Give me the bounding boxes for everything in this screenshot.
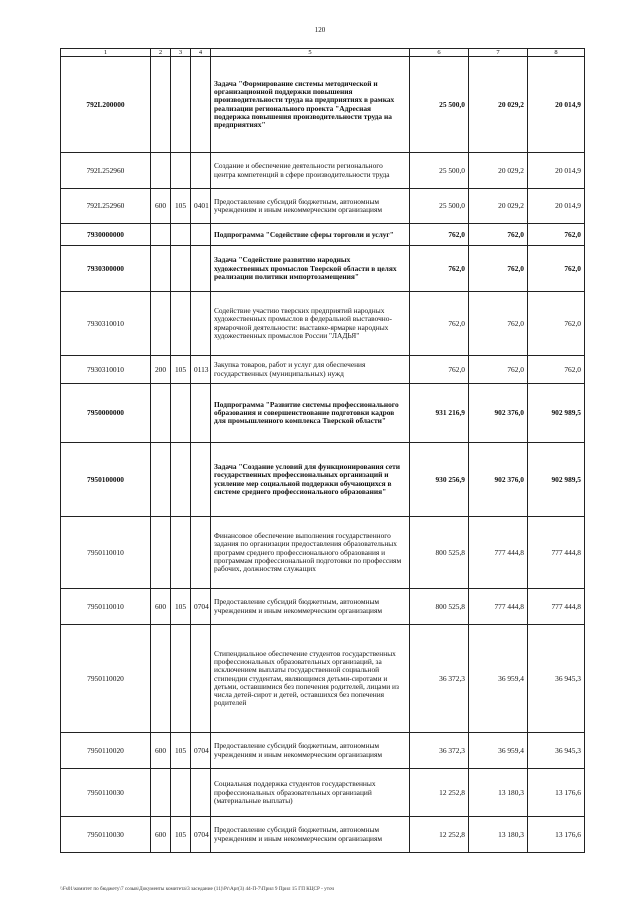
row-value-col8: 762,0 — [528, 292, 585, 356]
row-admin-cell — [171, 57, 191, 153]
row-section-cell: 0704 — [191, 733, 211, 769]
row-type-cell — [151, 769, 171, 817]
row-code-cell: 7930300000 — [61, 246, 151, 292]
row-admin-cell — [171, 443, 191, 517]
row-type-cell — [151, 625, 171, 733]
row-value-col8: 902 989,5 — [528, 384, 585, 443]
row-admin-cell — [171, 517, 191, 589]
table-row — [61, 733, 585, 769]
row-code-cell: 7950110010 — [61, 517, 151, 589]
row-section-cell: 0113 — [191, 356, 211, 384]
row-value-col8: 13 176,6 — [528, 769, 585, 817]
row-name-cell: Предоставление субсидий бюджетным, автономным учреждениям и иным некоммерческим организациям — [211, 733, 410, 769]
row-value-col6: 762,0 — [410, 292, 469, 356]
row-value-col8: 762,0 — [528, 224, 585, 246]
table-row — [61, 356, 585, 384]
table-row — [61, 57, 585, 153]
row-name-cell: Финансовое обеспечение выполнения государственного задания по организации предоставления образовательных программ среднего профессионального образования и программам профессиональной подготовки по профессиям рабочих, должностям служащих — [211, 517, 410, 589]
row-code-cell: 7950100000 — [61, 443, 151, 517]
table-row — [61, 769, 585, 817]
row-code-cell: 792L200000 — [61, 57, 151, 153]
row-type-cell — [151, 224, 171, 246]
row-type-cell — [151, 292, 171, 356]
row-admin-cell — [171, 246, 191, 292]
row-name-cell: Задача "Содействие развитию народных художественных промыслов Тверской области в целях реализации политики импортозамещения" — [211, 246, 410, 292]
table-row — [61, 384, 585, 443]
row-value-col7: 762,0 — [469, 246, 528, 292]
row-value-col7: 762,0 — [469, 356, 528, 384]
row-section-cell — [191, 57, 211, 153]
row-value-col7: 20 029,2 — [469, 189, 528, 224]
row-name-cell: Социальная поддержка студентов государственных профессиональных образовательных организаций (материальные выплаты) — [211, 769, 410, 817]
row-section-cell — [191, 769, 211, 817]
table-row — [61, 292, 585, 356]
row-section-cell — [191, 384, 211, 443]
row-type-cell — [151, 57, 171, 153]
row-code-cell: 7930310010 — [61, 292, 151, 356]
row-value-col6: 25 500,0 — [410, 57, 469, 153]
row-admin-cell: 105 — [171, 589, 191, 625]
file-path-footer: \\Fs01\комитет по бюджету\7 созыв\Документы комитета\3 заседание (11)\Pr\Apr(3) 44-П-7\Прил 9 Прил 15 ГП КЦСР - уточ — [60, 886, 335, 892]
row-value-col7: 762,0 — [469, 292, 528, 356]
row-name-cell: Задача "Формирование системы методической и организационной поддержки повышения производительности труда на предприятиях в рамках реализации регионального проекта "Адресная поддержка повышения производительности труда на предприятиях" — [211, 57, 410, 153]
row-code-cell: 7930000000 — [61, 224, 151, 246]
row-name-cell: Предоставление субсидий бюджетным, автономным учреждениям и иным некоммерческим организациям — [211, 189, 410, 224]
row-value-col8: 777 444,8 — [528, 589, 585, 625]
row-type-cell — [151, 384, 171, 443]
column-header: 1 — [61, 49, 151, 57]
row-code-cell: 7950000000 — [61, 384, 151, 443]
row-type-cell — [151, 443, 171, 517]
row-admin-cell — [171, 224, 191, 246]
row-value-col6: 762,0 — [410, 246, 469, 292]
row-value-col8: 762,0 — [528, 246, 585, 292]
row-value-col7: 36 959,4 — [469, 733, 528, 769]
table-row — [61, 224, 585, 246]
row-value-col8: 777 444,8 — [528, 517, 585, 589]
column-header: 8 — [528, 49, 585, 57]
row-section-cell — [191, 153, 211, 189]
column-header: 4 — [191, 49, 211, 57]
row-value-col6: 762,0 — [410, 224, 469, 246]
table-row — [61, 625, 585, 733]
row-code-cell: 7950110020 — [61, 625, 151, 733]
row-section-cell: 0401 — [191, 189, 211, 224]
row-type-cell: 600 — [151, 733, 171, 769]
row-value-col8: 902 989,5 — [528, 443, 585, 517]
row-code-cell: 7950110020 — [61, 733, 151, 769]
row-section-cell — [191, 246, 211, 292]
row-value-col6: 12 252,8 — [410, 769, 469, 817]
table-row — [61, 443, 585, 517]
row-value-col8: 20 014,9 — [528, 57, 585, 153]
row-admin-cell: 105 — [171, 817, 191, 853]
column-header: 5 — [211, 49, 410, 57]
row-code-cell: 792L252960 — [61, 153, 151, 189]
row-type-cell: 600 — [151, 189, 171, 224]
row-admin-cell — [171, 625, 191, 733]
row-value-col6: 762,0 — [410, 356, 469, 384]
column-header: 7 — [469, 49, 528, 57]
column-number-row — [61, 49, 585, 57]
row-value-col8: 13 176,6 — [528, 817, 585, 853]
row-admin-cell — [171, 384, 191, 443]
table-row — [61, 817, 585, 853]
row-value-col7: 777 444,8 — [469, 589, 528, 625]
row-type-cell — [151, 246, 171, 292]
row-value-col7: 902 376,0 — [469, 443, 528, 517]
table-row — [61, 246, 585, 292]
row-value-col7: 777 444,8 — [469, 517, 528, 589]
row-value-col8: 762,0 — [528, 356, 585, 384]
row-value-col6: 36 372,3 — [410, 733, 469, 769]
row-name-cell: Задача "Создание условий для функционирования сети государственных профессиональных организаций и усиление мер социальной поддержки обучающихся в системе среднего профессионального образования" — [211, 443, 410, 517]
table-row — [61, 517, 585, 589]
row-name-cell: Подпрограмма "Содействие сферы торговли и услуг" — [211, 224, 410, 246]
budget-table — [60, 48, 585, 853]
row-name-cell: Закупка товаров, работ и услуг для обеспечения государственных (муниципальных) нужд — [211, 356, 410, 384]
row-type-cell — [151, 517, 171, 589]
row-code-cell: 7950110010 — [61, 589, 151, 625]
row-code-cell: 792L252960 — [61, 189, 151, 224]
row-value-col7: 36 959,4 — [469, 625, 528, 733]
row-name-cell: Подпрограмма "Развитие системы профессионального образования и совершенствование подготовки кадров для промышленного комплекса Тверской области" — [211, 384, 410, 443]
row-admin-cell: 105 — [171, 189, 191, 224]
row-value-col6: 800 525,8 — [410, 589, 469, 625]
row-code-cell: 7930310010 — [61, 356, 151, 384]
column-header: 3 — [171, 49, 191, 57]
row-type-cell — [151, 153, 171, 189]
row-value-col7: 902 376,0 — [469, 384, 528, 443]
row-value-col7: 13 180,3 — [469, 817, 528, 853]
row-type-cell: 600 — [151, 817, 171, 853]
row-value-col7: 20 029,2 — [469, 57, 528, 153]
row-value-col6: 800 525,8 — [410, 517, 469, 589]
row-section-cell — [191, 625, 211, 733]
row-value-col8: 20 014,9 — [528, 189, 585, 224]
row-value-col7: 13 180,3 — [469, 769, 528, 817]
row-name-cell: Стипендиальное обеспечение студентов государственных профессиональных образовательных организаций, за исключением выплаты государственной социальной стипендии студентам, являющимся детьми-сиротами и детьми, оставшимися без попечения родителей, лицами из числа детей-сирот и детей, оставшихся без попечения родителей — [211, 625, 410, 733]
table-row — [61, 189, 585, 224]
row-admin-cell: 105 — [171, 356, 191, 384]
row-admin-cell: 105 — [171, 733, 191, 769]
row-value-col7: 762,0 — [469, 224, 528, 246]
row-name-cell: Предоставление субсидий бюджетным, автономным учреждениям и иным некоммерческим организациям — [211, 817, 410, 853]
row-section-cell: 0704 — [191, 817, 211, 853]
row-code-cell: 7950110030 — [61, 769, 151, 817]
table-row — [61, 589, 585, 625]
row-section-cell — [191, 292, 211, 356]
row-type-cell: 200 — [151, 356, 171, 384]
row-section-cell — [191, 443, 211, 517]
column-header: 2 — [151, 49, 171, 57]
row-section-cell — [191, 224, 211, 246]
row-name-cell: Предоставление субсидий бюджетным, автономным учреждениям и иным некоммерческим организациям — [211, 589, 410, 625]
row-code-cell: 7950110030 — [61, 817, 151, 853]
row-section-cell — [191, 517, 211, 589]
row-value-col6: 931 216,9 — [410, 384, 469, 443]
row-type-cell: 600 — [151, 589, 171, 625]
row-admin-cell — [171, 153, 191, 189]
row-admin-cell — [171, 292, 191, 356]
row-value-col6: 25 500,0 — [410, 189, 469, 224]
row-admin-cell — [171, 769, 191, 817]
row-value-col6: 12 252,8 — [410, 817, 469, 853]
row-value-col7: 20 029,2 — [469, 153, 528, 189]
row-value-col8: 36 945,3 — [528, 625, 585, 733]
row-value-col8: 36 945,3 — [528, 733, 585, 769]
row-name-cell: Содействие участию тверских предприятий народных художественных промыслов в федеральной выставочно-ярмарочной деятельности: выставке-ярмарке народных художественных промыслов России "ЛАДЬЯ" — [211, 292, 410, 356]
row-value-col6: 930 256,9 — [410, 443, 469, 517]
row-section-cell: 0704 — [191, 589, 211, 625]
row-name-cell: Создание и обеспечение деятельности регионального центра компетенций в сфере производительности труда — [211, 153, 410, 189]
row-value-col6: 25 500,0 — [410, 153, 469, 189]
table-row — [61, 153, 585, 189]
page-number: 120 — [314, 26, 326, 34]
row-value-col8: 20 014,9 — [528, 153, 585, 189]
column-header: 6 — [410, 49, 469, 57]
row-value-col6: 36 372,3 — [410, 625, 469, 733]
